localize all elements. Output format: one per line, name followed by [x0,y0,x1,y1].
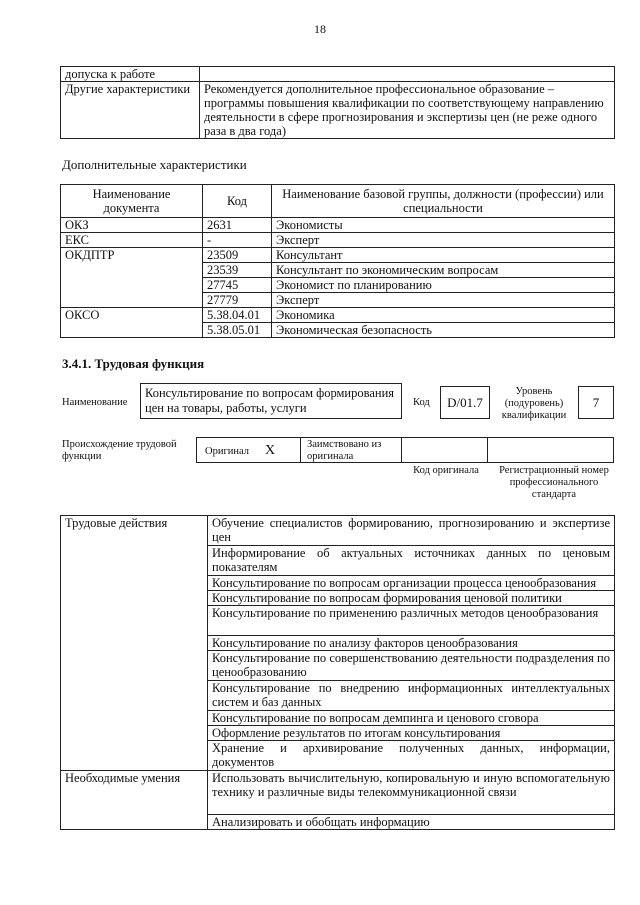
other-characteristics-value: Рекомендуется дополнительное профессиональное образование – программы повышения квалификации по соответствующему направлению деятельности в сфере прогнозирования и экспертизы цен (не реже одного раза в два года) [200,82,615,139]
name-cell: Эксперт [272,233,615,248]
divider [300,438,301,462]
other-characteristics-table [60,66,615,139]
code-label: Код [413,397,430,408]
additional-characteristics-title: Дополнительные характеристики [62,157,247,172]
action-item: Консультирование по вопросам организации процесса ценообразования [208,576,615,591]
action-item: Консультирование по вопросам формирования ценовой политики [208,591,615,606]
required-skills-label: Необходимые умения [61,771,208,830]
action-item: Хранение и архивирование полученных данных, информации, документов [208,741,615,771]
code-cell: 23539 [203,263,272,278]
original-mark: X [265,443,276,458]
action-item: Консультирование по анализу факторов ценообразования [208,636,615,651]
doc-eks: ЕКС [61,233,203,248]
code-cell: - [203,233,272,248]
labor-actions-label: Трудовые действия [61,516,208,771]
admission-value-cell [200,67,615,82]
divider [487,438,488,462]
reg-number-caption: Регистрационный номер профессионального стандарта [499,465,609,500]
code-cell: 27779 [203,293,272,308]
action-item: Оформление результатов по итогам консультирования [208,726,615,741]
doc-okso: ОКСО [61,308,203,338]
section-title: 3.4.1. Трудовая функция [62,356,205,371]
code-cell: 5.38.04.01 [203,308,272,323]
name-cell: Экономисты [272,218,615,233]
name-cell: Эксперт [272,293,615,308]
code-cell: 5.38.05.01 [203,323,272,338]
name-cell: Консультант по экономическим вопросам [272,263,615,278]
action-item: Консультирование по совершенствованию деятельности подразделения по ценообразованию [208,651,615,681]
borrowed-label: Заимствовано из оригинала [307,439,382,462]
name-cell: Экономика [272,308,615,323]
origin-label: Происхождение трудовой функции [62,439,177,462]
doc-okdptr: ОКДПТР [61,248,203,308]
code-cell: 27745 [203,278,272,293]
action-item: Информирование об актуальных источниках данных по ценовым показателям [208,546,615,576]
page-number: 18 [314,22,326,36]
code-cell: 23509 [203,248,272,263]
skill-item: Использовать вычислительную, копировальную и иную вспомогательную технику и различные виды телекоммуникационной связи [208,771,615,815]
name-cell: Экономическая безопасность [272,323,615,338]
divider [401,438,402,462]
name-cell: Экономист по планированию [272,278,615,293]
code-original-caption: Код оригинала [413,465,479,476]
original-label: Оригинал [205,446,249,457]
name-label: Наименование [62,397,128,408]
level-label: Уровень (подуровень) квалификации [501,386,567,421]
header-group-name: Наименование базовой группы, должности (профессии) или специальности [272,185,615,218]
admission-label-cell: допуска к работе [61,67,200,82]
header-code: Код [203,185,272,218]
code-cell: 2631 [203,218,272,233]
skill-item: Анализировать и обобщать информацию [208,815,615,830]
origin-box [196,437,614,463]
doc-okz: ОКЗ [61,218,203,233]
action-item: Обучение специалистов формированию, прогнозированию и экспертизе цен [208,516,615,546]
level-box: 7 [578,386,614,419]
action-item: Консультирование по внедрению информационных интеллектуальных систем и баз данных [208,681,615,711]
action-item: Консультирование по применению различных методов ценообразования [208,606,615,636]
action-item: Консультирование по вопросам демпинга и ценового сговора [208,711,615,726]
header-document: Наименование документа [61,185,203,218]
name-cell: Консультант [272,248,615,263]
other-characteristics-label: Другие характеристики [61,82,200,139]
labor-actions-table [60,515,615,830]
function-code-box: D/01.7 [440,386,490,419]
function-name-box: Консультирование по вопросам формирования цен на товары, работы, услуги [140,383,402,419]
additional-characteristics-table [60,184,615,338]
